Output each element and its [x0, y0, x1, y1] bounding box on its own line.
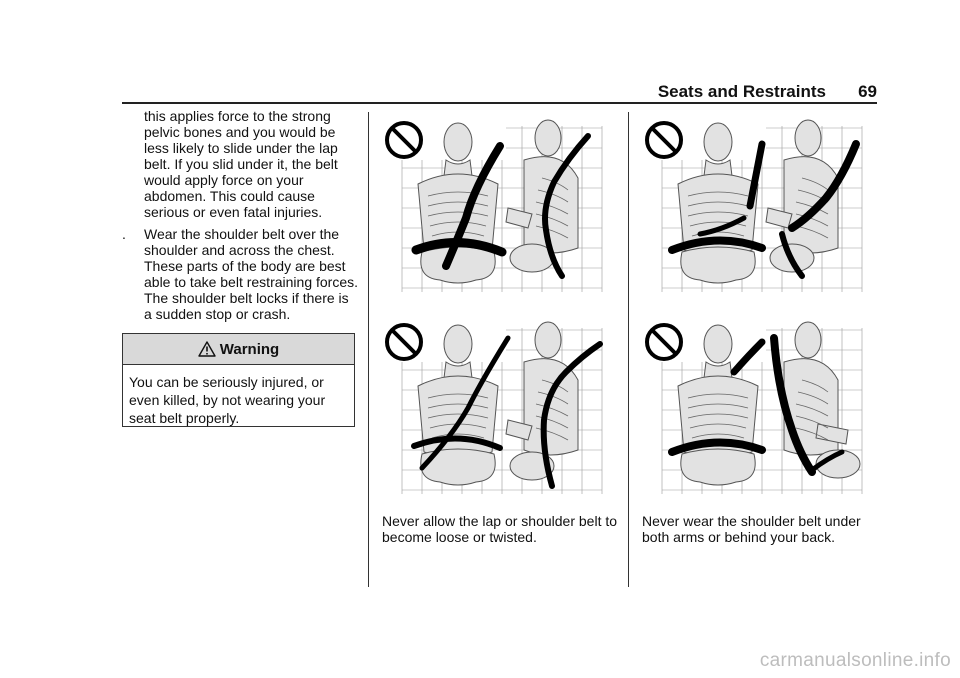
warning-triangle-icon: [198, 341, 216, 357]
illustration-under-arms-top: [642, 118, 866, 292]
left-column: [122, 108, 358, 322]
header-rule: [122, 102, 877, 104]
warning-body: You can be seriously injured, or even killed, by not wearing your seat belt properly.: [129, 374, 326, 426]
warning-title: Warning: [219, 340, 280, 358]
illustration-behind-back-bottom: [642, 320, 866, 494]
caption-right: Never wear the shoulder belt under both arms or behind your back.: [642, 513, 861, 545]
continued-paragraph: this applies force to the strong pelvic bones and you would be less likely to slide under the lap belt. If you slid under it, the belt would apply force on your abdomen. This could cause serious or even fatal injuries.: [144, 108, 338, 220]
caption-middle: Never allow the lap or shoulder belt to become loose or twisted.: [382, 513, 618, 545]
warning-header: [123, 334, 354, 365]
page-number: 69: [858, 82, 877, 101]
column-divider-1: [368, 112, 369, 587]
bullet-text: Wear the shoulder belt over the shoulder and across the chest. These parts of the body are best able to take belt restraining forces. The shoulder belt locks if there is a sudden stop or crash.: [144, 226, 359, 322]
illustration-twisted-belt-bottom: [382, 320, 606, 494]
column-divider-2: [628, 112, 629, 587]
illustration-loose-belt-top: [382, 118, 606, 292]
section-title: Seats and Restraints: [657, 82, 826, 101]
watermark: carmanualsonline.info: [759, 650, 951, 671]
bullet-item: [122, 226, 358, 322]
bullet-mark: .: [122, 226, 126, 242]
warning-box: [122, 333, 355, 427]
